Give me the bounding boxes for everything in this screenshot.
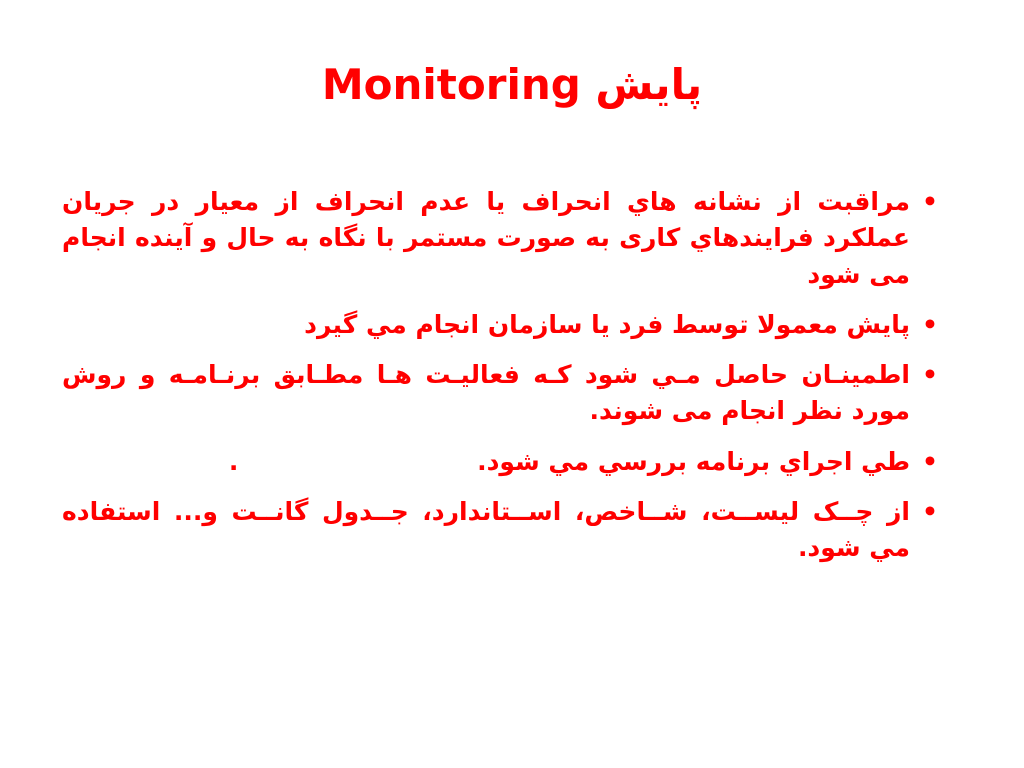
bullet-icon: • [922,309,938,339]
bullet-item [62,444,940,480]
bullet-icon: • [922,446,938,476]
bullet-text: طي اجراي برنامه بررسي مي شود. [477,446,910,476]
bullet-text: پايش معمولا توسط فرد يا سازمان انجام مي گيرد [304,309,910,339]
trailing-dot: . [228,446,239,476]
bullet-text: اطمينـان حاصل مـي شود كـه فعاليـت هـا مطـابق برنـامـه و روش مورد نظر انجام می شوند. [62,360,910,426]
bullet-icon: • [922,187,938,216]
bullet-item [62,307,940,343]
bullet-list [62,184,940,580]
bullet-icon: • [922,360,938,389]
bullet-item [62,184,940,293]
bullet-icon: • [922,496,938,526]
bullet-item [62,494,940,567]
bullet-text: از چــک ليســت، شــاخص، اســتاندارد، جــدول گانــت و... استفاده مي شود. [62,496,910,562]
slide-title: پايش Monitoring [321,60,703,109]
bullet-item [62,357,940,430]
bullet-text: مراقبت از نشانه هاي انحراف يا عدم انحراف از معيار در جريان عملكرد فرايندهاي کاری به صورت مستمر با نگاه به حال و آينده انجام می شود [62,187,910,289]
